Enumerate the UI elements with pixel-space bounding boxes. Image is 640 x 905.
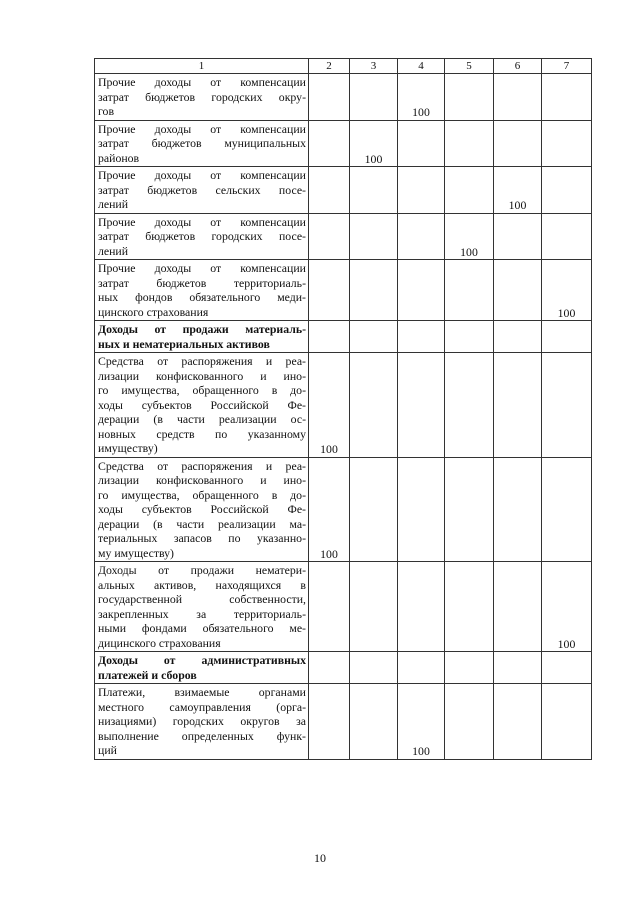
value-cell-col-3: 100 <box>350 120 398 167</box>
table-row <box>95 260 592 321</box>
value-cell-col-3 <box>350 213 398 260</box>
value-cell-col-6 <box>494 74 542 121</box>
value-cell-col-2 <box>309 120 350 167</box>
value-cell-col-4 <box>398 120 445 167</box>
value-cell-col-3 <box>350 167 398 214</box>
table-body <box>95 59 592 760</box>
description-line: Средства от распоряжения и реа- <box>98 458 306 473</box>
value-cell-col-5 <box>445 652 494 684</box>
description-line: выполнение определенных функ- <box>98 728 306 743</box>
page-number: 10 <box>314 851 326 865</box>
value-cell-col-7 <box>542 74 592 121</box>
value-cell-col-4: 100 <box>398 684 445 760</box>
value-cell-col-4 <box>398 457 445 562</box>
description-line: затрат бюджетов территориаль- <box>98 275 306 290</box>
description-line: дерации (в части реализации ма- <box>98 516 306 531</box>
header-row <box>95 59 592 74</box>
description-line: дерации (в части реализации ос- <box>98 412 306 426</box>
value-cell-col-6 <box>494 652 542 684</box>
value-cell-col-2 <box>309 74 350 121</box>
value-cell-col-2: 100 <box>309 353 350 458</box>
value-cell-col-3 <box>350 260 398 321</box>
value-cell-col-3 <box>350 321 398 353</box>
description-line: Платежи, взимаемые органами <box>98 685 306 699</box>
value-cell-col-4 <box>398 260 445 321</box>
description-line: закрепленных за территориаль- <box>98 606 306 621</box>
description-cell <box>95 562 309 652</box>
table-row <box>95 120 592 167</box>
table-row <box>95 74 592 121</box>
description-line: лений <box>98 197 129 211</box>
value-cell-col-3 <box>350 74 398 121</box>
description-line: затрат бюджетов городских окру- <box>98 89 306 104</box>
value-cell-col-5 <box>445 120 494 167</box>
value-cell-col-5 <box>445 260 494 321</box>
value-cell-col-7 <box>542 167 592 214</box>
value-cell-col-2 <box>309 260 350 321</box>
description-line: платежей и сборов <box>98 667 197 682</box>
value-cell-col-4 <box>398 562 445 652</box>
description-line: новных средств по указанному <box>98 426 306 441</box>
value-cell-col-7 <box>542 321 592 353</box>
column-header-1: 1 <box>95 59 309 74</box>
description-line: ными фондами обязательного ме- <box>98 621 306 635</box>
column-header-5: 5 <box>445 59 494 74</box>
value-cell-col-5 <box>445 353 494 458</box>
value-cell-col-7: 100 <box>542 260 592 321</box>
description-cell <box>95 684 309 760</box>
value-cell-col-6 <box>494 457 542 562</box>
description-line: го имущества, обращенного в до- <box>98 487 306 502</box>
value-cell-col-6 <box>494 684 542 760</box>
value-cell-col-7: 100 <box>542 562 592 652</box>
value-cell-col-3 <box>350 562 398 652</box>
value-cell-col-7 <box>542 457 592 562</box>
value-cell-col-2: 100 <box>309 457 350 562</box>
value-cell-col-4 <box>398 652 445 684</box>
description-cell <box>95 260 309 321</box>
table-row <box>95 684 592 760</box>
section-heading-cell <box>95 321 309 353</box>
description-cell <box>95 74 309 121</box>
value-cell-col-5 <box>445 457 494 562</box>
description-line: имуществу) <box>98 441 158 455</box>
column-header-6: 6 <box>494 59 542 74</box>
value-cell-col-7 <box>542 684 592 760</box>
table-row <box>95 321 592 353</box>
description-line: Прочие доходы от компенсации <box>98 214 306 229</box>
description-line: Доходы от продажи материаль- <box>98 322 306 336</box>
value-cell-col-6 <box>494 321 542 353</box>
description-line: лизации конфискованного и ино- <box>98 368 306 383</box>
description-line: дицинского страхования <box>98 635 221 650</box>
description-line: Прочие доходы от компенсации <box>98 261 306 275</box>
description-line: ходы субъектов Российской Фе- <box>98 397 306 412</box>
value-cell-col-6 <box>494 562 542 652</box>
value-cell-col-6 <box>494 353 542 458</box>
value-cell-col-7 <box>542 353 592 458</box>
table-row <box>95 562 592 652</box>
description-line: ций <box>98 743 117 757</box>
description-line: Средства от распоряжения и реа- <box>98 354 306 368</box>
description-line: лений <box>98 243 129 258</box>
value-cell-col-2 <box>309 684 350 760</box>
description-line: му имуществу) <box>98 545 174 560</box>
description-line: низациями) городских округов за <box>98 714 306 728</box>
description-line: Прочие доходы от компенсации <box>98 121 306 136</box>
description-line: Прочие доходы от компенсации <box>98 75 306 89</box>
column-header-4: 4 <box>398 59 445 74</box>
description-line: ходы субъектов Российской Фе- <box>98 502 306 516</box>
value-cell-col-5 <box>445 562 494 652</box>
value-cell-col-6 <box>494 120 542 167</box>
description-line: цинского страхования <box>98 304 209 319</box>
description-cell <box>95 213 309 260</box>
value-cell-col-2 <box>309 213 350 260</box>
value-cell-col-4 <box>398 167 445 214</box>
value-cell-col-5 <box>445 74 494 121</box>
value-cell-col-4 <box>398 353 445 458</box>
column-header-7: 7 <box>542 59 592 74</box>
value-cell-col-3 <box>350 652 398 684</box>
value-cell-col-2 <box>309 562 350 652</box>
section-heading-cell <box>95 652 309 684</box>
value-cell-col-4: 100 <box>398 74 445 121</box>
description-cell <box>95 353 309 458</box>
description-line: Доходы от административных <box>98 653 306 667</box>
column-header-2: 2 <box>309 59 350 74</box>
value-cell-col-5 <box>445 684 494 760</box>
description-line: затрат бюджетов городских посе- <box>98 229 306 243</box>
value-cell-col-6 <box>494 260 542 321</box>
value-cell-col-3 <box>350 457 398 562</box>
value-cell-col-4 <box>398 321 445 353</box>
value-cell-col-3 <box>350 684 398 760</box>
table-row <box>95 457 592 562</box>
description-cell <box>95 167 309 214</box>
description-line: ных и нематериальных активов <box>98 336 270 351</box>
column-header-3: 3 <box>350 59 398 74</box>
value-cell-col-5 <box>445 167 494 214</box>
description-line: Доходы от продажи нематери- <box>98 563 306 577</box>
table-row <box>95 167 592 214</box>
description-line: териальных запасов по указанно- <box>98 531 306 545</box>
description-line: гов <box>98 104 115 118</box>
table-row <box>95 353 592 458</box>
value-cell-col-4 <box>398 213 445 260</box>
value-cell-col-2 <box>309 167 350 214</box>
description-line: государственной собственности, <box>98 592 306 606</box>
value-cell-col-6 <box>494 213 542 260</box>
value-cell-col-5 <box>445 321 494 353</box>
description-line: затрат бюджетов муниципальных <box>98 136 306 150</box>
budget-table <box>94 58 592 760</box>
value-cell-col-7 <box>542 652 592 684</box>
description-line: альных активов, находящихся в <box>98 577 306 592</box>
description-line: ных фондов обязательного меди- <box>98 290 306 304</box>
description-line: Прочие доходы от компенсации <box>98 168 306 182</box>
value-cell-col-6: 100 <box>494 167 542 214</box>
value-cell-col-7 <box>542 120 592 167</box>
description-line: местного самоуправления (орга- <box>98 699 306 714</box>
description-line: районов <box>98 150 140 165</box>
table-row <box>95 213 592 260</box>
value-cell-col-7 <box>542 213 592 260</box>
description-cell <box>95 120 309 167</box>
value-cell-col-2 <box>309 652 350 684</box>
value-cell-col-3 <box>350 353 398 458</box>
value-cell-col-2 <box>309 321 350 353</box>
description-cell <box>95 457 309 562</box>
description-line: лизации конфискованного и ино- <box>98 473 306 487</box>
table-row <box>95 652 592 684</box>
description-line: затрат бюджетов сельских посе- <box>98 182 306 197</box>
description-line: го имущества, обращенного в до- <box>98 383 306 397</box>
value-cell-col-5: 100 <box>445 213 494 260</box>
